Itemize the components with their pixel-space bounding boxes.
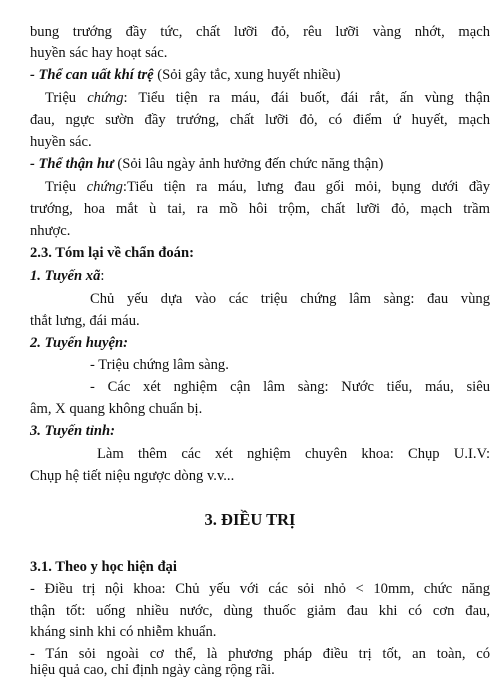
text-line: đau, ngực sườn đầy trướng, chất lưỡi đỏ, có điểm ứ huyết, mạch — [30, 112, 490, 128]
text-line: thắt lưng, đái máu. — [30, 313, 140, 329]
text-line: âm, X quang không chuẩn bị. — [30, 401, 203, 417]
text-line — [45, 177, 490, 198]
label-italic: chứng — [86, 179, 123, 195]
label-italic: chứng — [87, 90, 124, 106]
text-line: huyền sác. — [30, 134, 92, 150]
text-line: - Triệu chứng lâm sàng. — [90, 357, 229, 373]
section-heading: 3.1. Theo y học hiện đại — [30, 559, 177, 575]
subsection-colon: : — [100, 268, 105, 284]
text-line: nhược. — [30, 223, 71, 239]
subsection-heading: 2. Tuyến huyện: — [30, 335, 128, 351]
subtype-title: - Thể can uất khí trệ — [30, 67, 154, 83]
text-line: - Tán sỏi ngoài cơ thể, là phương pháp điều trị tốt, an toàn, có — [30, 646, 490, 662]
text-line: hiệu quả cao, chỉ định ngày càng rộng rãi. — [30, 664, 275, 677]
subsection-heading: 3. Tuyến tỉnh: — [30, 423, 116, 439]
label-part: Triệu — [45, 90, 88, 106]
subtype-note: (Sỏi gây tắc, xung huyết nhiều) — [153, 67, 341, 83]
label-part: Triệu — [45, 179, 87, 195]
chapter-heading: 3. ĐIỀU TRỊ — [204, 510, 296, 529]
text-line: - Điều trị nội khoa: Chủ yếu với các sỏi nhỏ < 10mm, chức năng — [30, 581, 490, 597]
text-part: :Tiểu tiện ra máu, lưng đau gối mỏi, bụng dưới đầy — [122, 179, 490, 195]
text-line: Chụp hệ tiết niệu ngược dòng v.v... — [30, 468, 235, 484]
text-line: thận tốt: uống nhiều nước, dùng thuốc giảm đau khi có cơn đau, — [30, 603, 490, 619]
section-heading: 2.3. Tóm lại về chẩn đoán: — [30, 245, 194, 261]
text-line: huyền sác hay hoạt sác. — [30, 45, 168, 61]
text-line: - Các xét nghiệm cận lâm sàng: Nước tiểu, máu, siêu — [90, 379, 490, 395]
subtype-note: (Sỏi lâu ngày ảnh hưởng đến chức năng thận) — [113, 156, 384, 172]
subsection-heading — [30, 266, 490, 287]
text-line: Làm thêm các xét nghiệm chuyên khoa: Chụp U.I.V: — [97, 446, 490, 462]
subtype-heading-line — [30, 154, 490, 175]
subtype-heading-line — [30, 65, 490, 86]
subsection-title: 1. Tuyến xã — [30, 268, 101, 284]
text-line: bung trướng đầy tức, chất lưỡi đỏ, rêu lưỡi vàng nhớt, mạch — [30, 24, 490, 40]
text-line — [45, 88, 490, 109]
text-part: : Tiểu tiện ra máu, đái buốt, đái rắt, ấn vùng thận — [123, 90, 491, 106]
subtype-title: - Thể thận hư — [30, 156, 114, 172]
text-line: kháng sinh khi có nhiễm khuẩn. — [30, 624, 217, 640]
text-line: Chủ yếu dựa vào các triệu chứng lâm sàng: đau vùng — [90, 291, 490, 307]
text-line: trướng, hoa mắt ù tai, ra mồ hôi trộm, chất lưỡi đỏ, mạch trầm — [30, 201, 490, 217]
